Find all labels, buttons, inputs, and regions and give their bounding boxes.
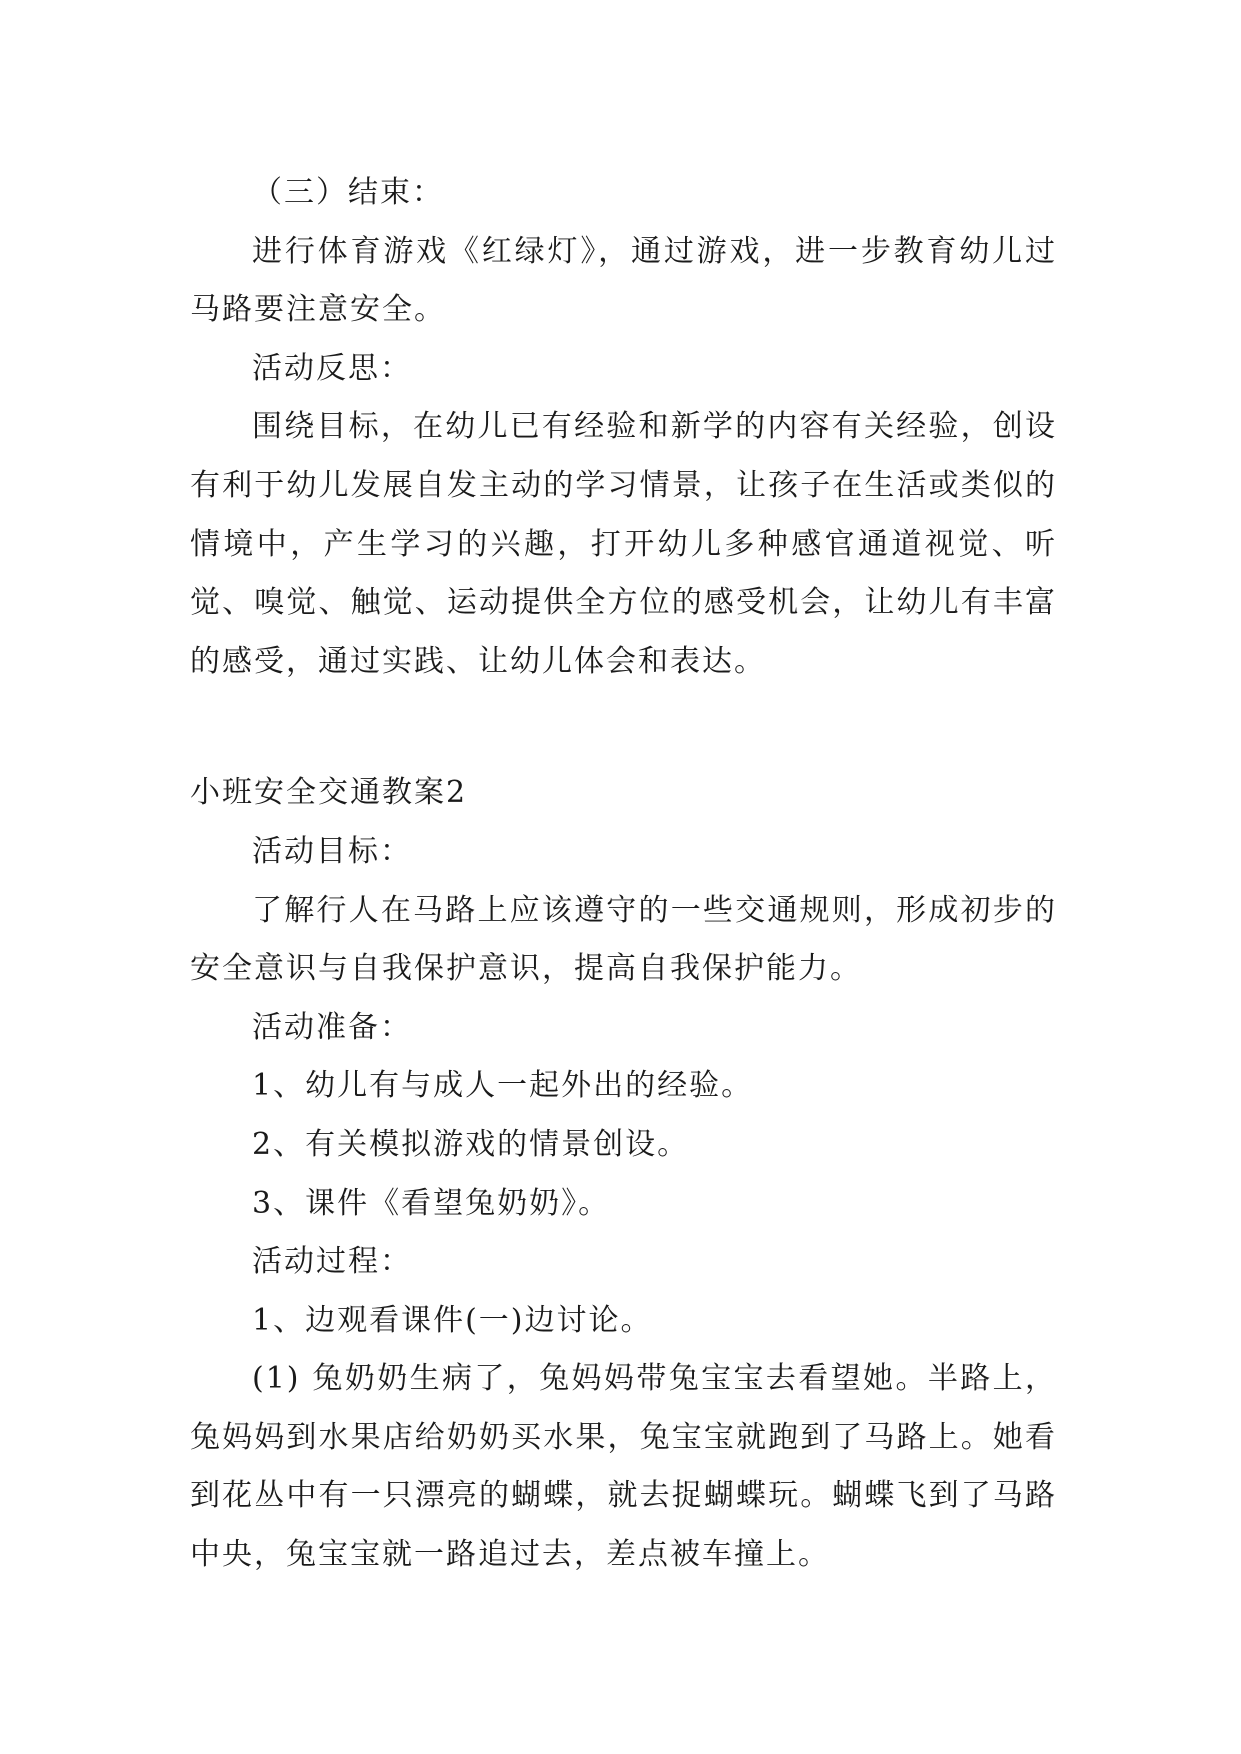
section-end-text: 进行体育游戏《红绿灯》，通过游戏，进一步教育幼儿过马路要注意安全。 (190, 233, 1057, 328)
prep-item-1: 1、幼儿有与成人一起外出的经验。 (252, 1068, 754, 1104)
reflection-heading: 活动反思： (252, 350, 412, 386)
process-step-1-detail: (1) 兔奶奶生病了，兔妈妈带兔宝宝去看望她。半路上，兔妈妈到水果店给奶奶买水果，兔宝宝就跑到了马路上。她看到花丛中有一只漂亮的蝴蝶，就去捉蝴蝶玩。蝴蝶飞到了马路中央，兔宝宝就一路追过去，差点被车撞上。 (190, 1361, 1057, 1573)
prep-heading: 活动准备： (252, 1009, 412, 1045)
reflection-text: 围绕目标，在幼儿已有经验和新学的内容有关经验，创设有利于幼儿发展自发主动的学习情景，让孩子在生活或类似的情境中，产生学习的兴趣，打开幼儿多种感官通道视觉、听觉、嗅觉、触觉、运动提供全方位的感受机会，让幼儿有丰富的感受，通过实践、让幼儿体会和表达。 (190, 409, 1057, 679)
prep-item-3: 3、课件《看望兔奶奶》。 (252, 1185, 611, 1221)
process-step-1: 1、边观看课件(一)边讨论。 (252, 1302, 653, 1338)
goal-heading: 活动目标： (252, 833, 412, 869)
process-heading: 活动过程： (252, 1244, 412, 1280)
plan2-title: 小班安全交通教案2 (190, 775, 468, 811)
section-end-heading: （三）结束： (252, 175, 444, 210)
goal-text: 了解行人在马路上应该遵守的一些交通规则，形成初步的安全意识与自我保护意识，提高自我保护能力。 (190, 892, 1057, 987)
prep-item-2: 2、有关模拟游戏的情景创设。 (252, 1126, 690, 1162)
document-body (190, 164, 1057, 1585)
